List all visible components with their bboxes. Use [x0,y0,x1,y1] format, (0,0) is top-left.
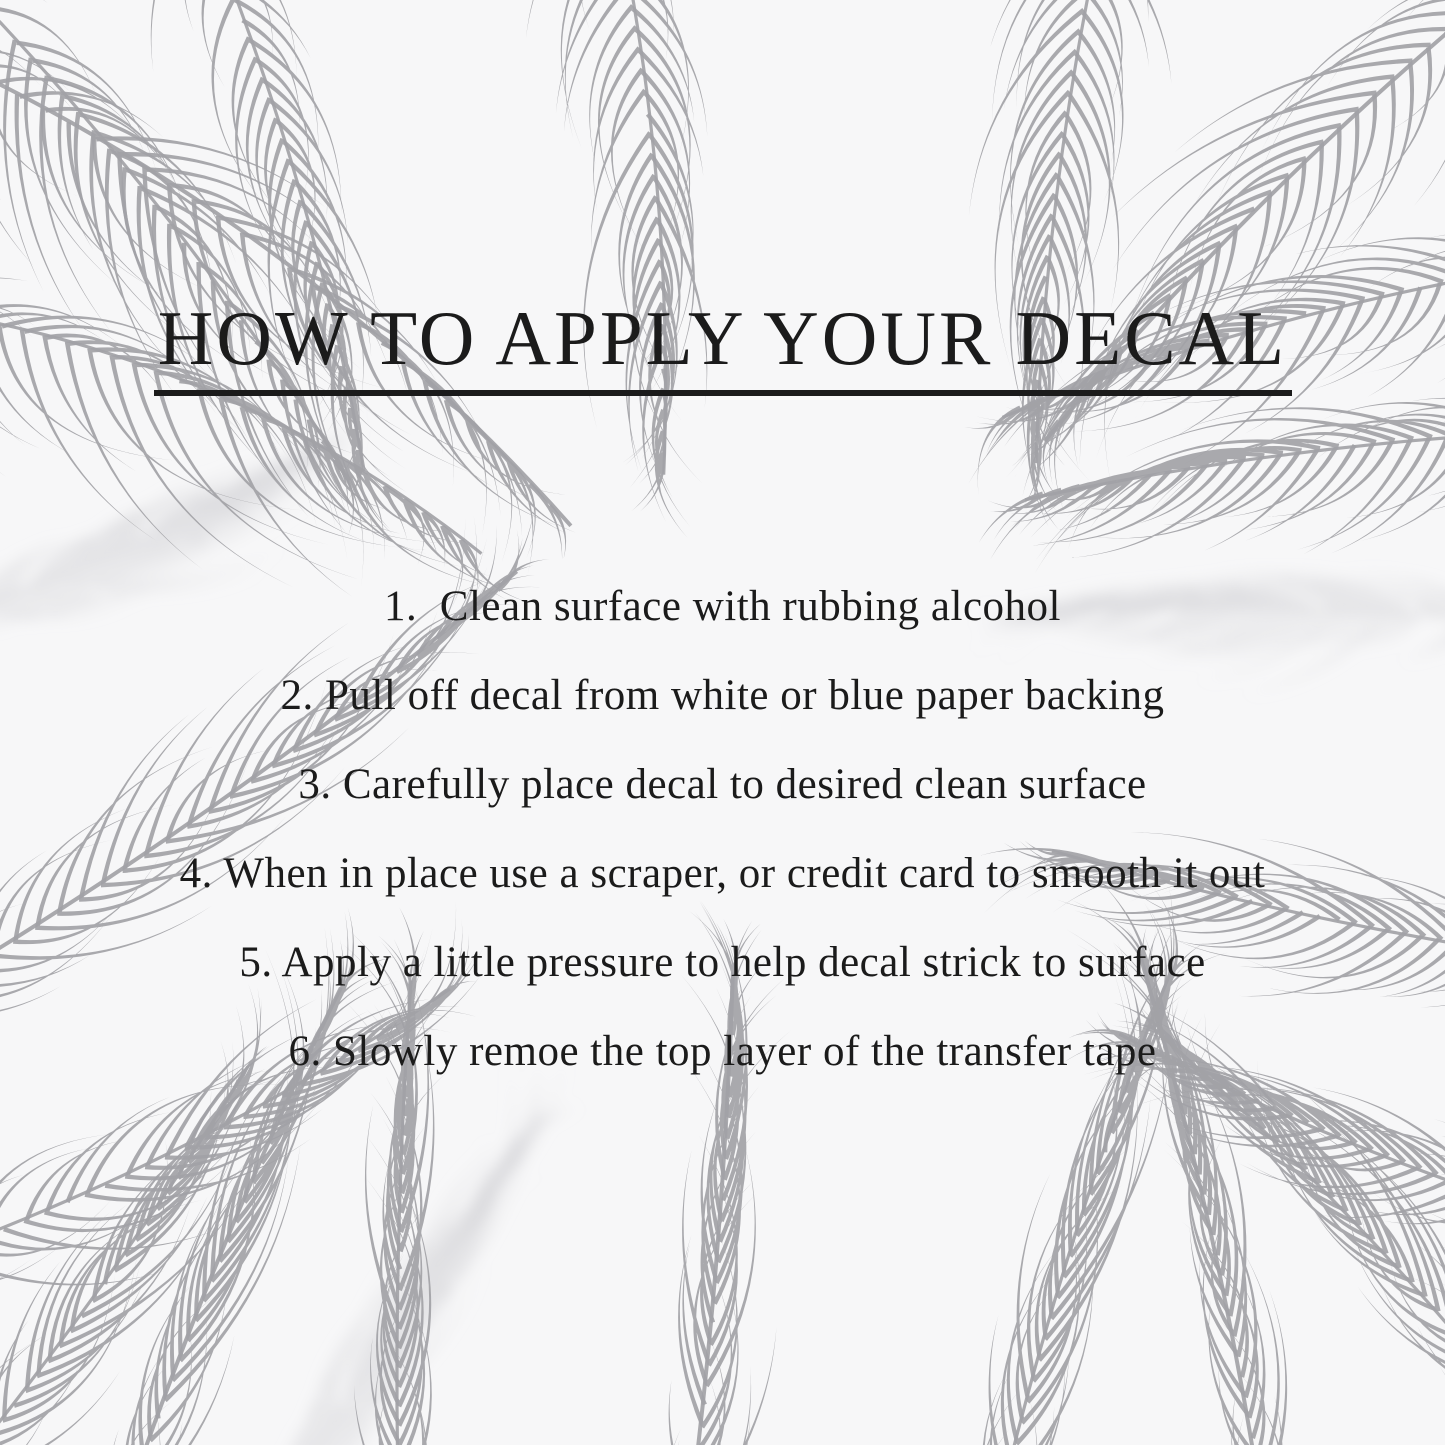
instruction-step-2: 2. Pull off decal from white or blue paper backing [280,672,1165,719]
title-underline-divider [154,390,1292,396]
instruction-step-4: 4. When in place use a scraper, or credit card to smooth it out [179,850,1266,897]
instruction-step-6: 6. Slowly remoe the top layer of the transfer tape [288,1028,1157,1075]
instruction-steps-list [0,580,1445,1114]
page-title: HOW TO APPLY YOUR DECAL [157,295,1288,381]
instruction-step-3: 3. Carefully place decal to desired clean surface [298,761,1147,808]
instruction-step-5: 5. Apply a little pressure to help decal strick to surface [239,939,1206,986]
instruction-step-1: 1. Clean surface with rubbing alcohol [384,583,1061,630]
